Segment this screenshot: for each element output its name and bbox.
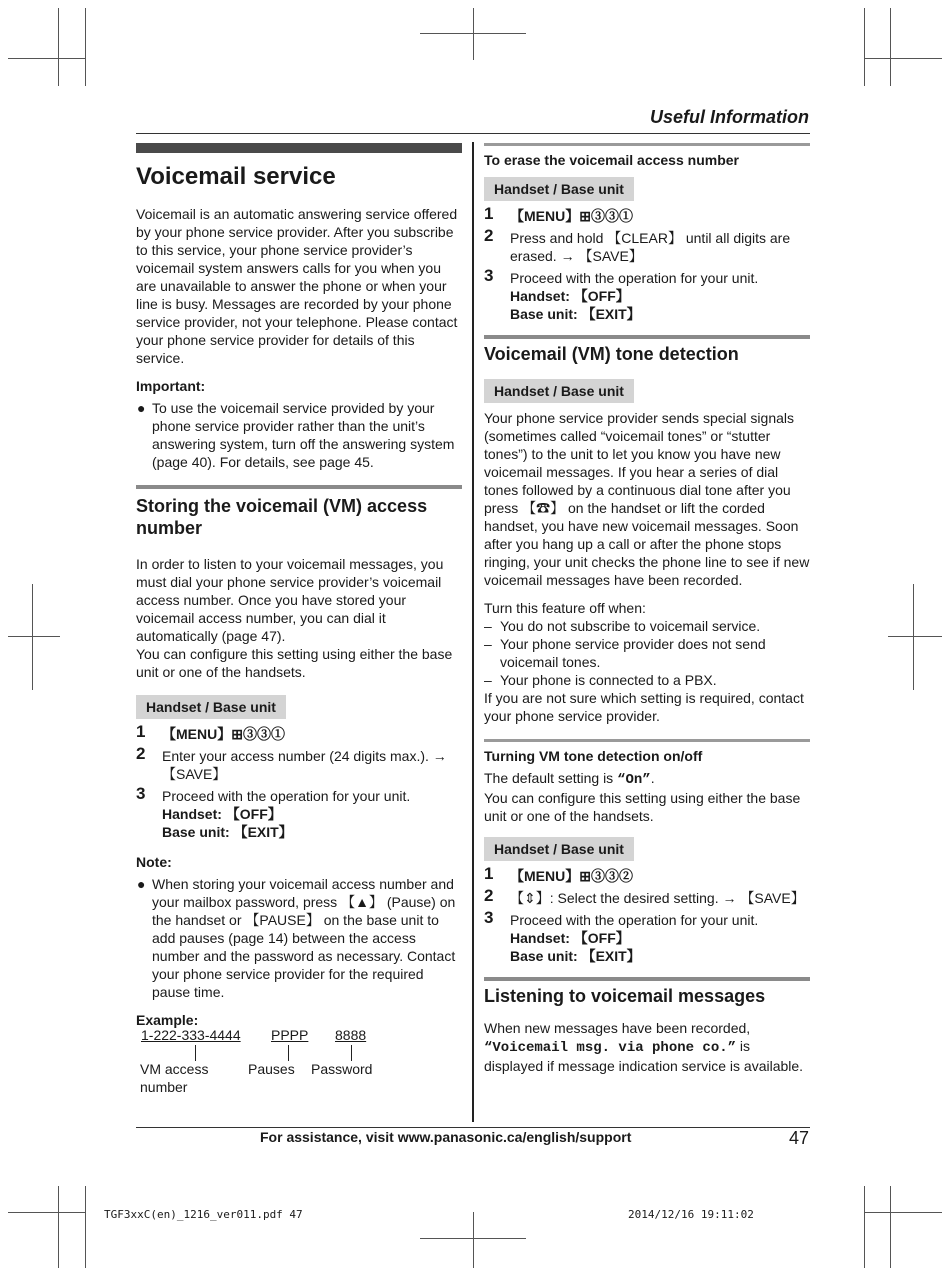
crop-mark <box>864 1212 942 1213</box>
section-rule <box>484 739 810 742</box>
crop-mark <box>32 584 33 690</box>
crop-mark <box>864 1186 865 1268</box>
default-value: “On” <box>617 772 651 788</box>
crop-mark <box>420 1238 526 1239</box>
crop-mark <box>85 8 86 86</box>
crop-mark <box>8 1212 86 1213</box>
step-3-handset: Handset: 【OFF】 <box>162 806 282 822</box>
crop-mark <box>58 1186 59 1268</box>
step-3-text: Proceed with the operation for your unit. <box>162 788 411 804</box>
title-bar <box>136 143 462 153</box>
default-setting: The default setting is “On”. <box>484 770 655 788</box>
turn-off-label: Turn this feature off when: <box>484 600 646 616</box>
crop-mark <box>864 8 865 86</box>
example-tick <box>351 1045 352 1061</box>
tone-text: Your phone service provider sends special signals (sometimes called “voicemail tones” or “stutter tones”) to the unit to let you know you have new voicemail messages. If you hear a series of dial tones followed by a continuous dial tone after you press 【☎】 on the handset or lift the corded handset, you have new voicemail messages. Soon after you hang up a call or after the phone stops ringing, your unit checks the phone line to see if new voicemail messages have been recorded. <box>484 410 810 588</box>
example-tick <box>195 1045 196 1061</box>
crop-mark <box>890 8 891 86</box>
erase-title: To erase the voicemail access number <box>484 152 739 168</box>
left-column <box>136 143 462 1029</box>
step-3-base: Base unit: 【EXIT】 <box>162 824 293 840</box>
example-number: 1-222-333-4444 <box>141 1027 241 1043</box>
step-2: 2 Enter your access number (24 digits max.). → 【SAVE】 <box>136 744 447 782</box>
crop-mark <box>864 58 942 59</box>
step-1: 1 【MENU】⊞③③① <box>136 722 285 742</box>
crop-mark <box>913 584 914 690</box>
configure-text: You can configure this setting using either the base unit or one of the handsets. <box>484 790 801 824</box>
bullet-icon: ● <box>137 876 146 892</box>
turn-off-item: – Your phone service provider does not send voicemail tones. <box>484 636 766 670</box>
footer-rule <box>136 1127 810 1128</box>
example-label-access: VM access number <box>140 1061 209 1095</box>
note-text: When storing your voicemail access number and your mailbox password, press 【▲】 (Pause) on the handset or 【PAUSE】 on the base unit to add pauses (page 14) between the access number and the password as necessary. Contact your phone service provider for the required pause time. <box>152 876 456 1000</box>
bullet-icon: ● <box>137 400 146 416</box>
crop-mark <box>473 8 474 60</box>
turn-off-item: – You do not subscribe to voicemail service. <box>484 618 761 634</box>
handset-base-tag: Handset / Base unit <box>484 837 634 861</box>
important-item <box>136 399 462 471</box>
example-label-password: Password <box>311 1061 373 1077</box>
step-2-text: Enter your access number (24 digits max.). → 【SAVE】 <box>162 748 447 782</box>
storing-title: Storing the voicemail (VM) access number <box>136 496 428 538</box>
storing-text-2: You can configure this setting using either the base unit or one of the handsets. <box>136 646 453 680</box>
section-rule <box>136 485 462 489</box>
crop-mark <box>890 1186 891 1268</box>
erase-step-2: 2 Press and hold 【CLEAR】 until all digits are erased. → 【SAVE】 <box>484 226 791 264</box>
erase-step-1: 1 【MENU】⊞③③① <box>484 204 633 224</box>
important-text: To use the voicemail service provided by your phone service provider rather than the unit’s answering system, turn off the answering system (page 40). For details, see page 45. <box>152 400 455 470</box>
page-title: Voicemail service <box>136 163 336 190</box>
page-number: 47 <box>788 1128 809 1148</box>
example-tick <box>288 1045 289 1061</box>
file-meta: TGF3xxC(en)_1216_ver011.pdf 47 <box>104 1208 303 1221</box>
crop-mark <box>85 1186 86 1268</box>
step-3: 3 Proceed with the operation for your unit. Handset: 【OFF】 Base unit: 【EXIT】 <box>136 784 411 840</box>
tone-step-2: 2 【⇕】: Select the desired setting. → 【SAVE】 <box>484 886 805 906</box>
important-label: Important: <box>136 378 206 394</box>
crop-mark <box>8 636 60 637</box>
tone-step-1: 1 【MENU】⊞③③② <box>484 864 633 884</box>
crop-mark <box>58 8 59 86</box>
date-meta: 2014/12/16 19:11:02 <box>628 1208 754 1221</box>
section-rule <box>484 977 810 981</box>
example-label: Example: <box>136 1012 199 1028</box>
storing-text-1: In order to listen to your voicemail messages, you must dial your phone service provider’s voicemail access number. Once you have stored your voicemail access number, you can dial it automatically (page 47). <box>136 556 444 644</box>
tone-title: Voicemail (VM) tone detection <box>484 344 739 364</box>
intro-paragraph: Voicemail is an automatic answering service offered by your phone service provider. After you subscribe to this service, your phone service provider’s voicemail system answers calls for you when you are unavailable to answer the phone or when your line is busy. Messages are recorded by your phone service provider, not your telephone. Please contact your phone service provider for details of this service. <box>136 206 458 366</box>
crop-mark <box>473 1212 474 1268</box>
section-title: Useful Information <box>649 107 809 127</box>
example-label-pauses: Pauses <box>248 1061 295 1077</box>
assistance-text: For assistance, visit www.panasonic.ca/english/support <box>260 1129 632 1145</box>
example-password: 8888 <box>335 1027 367 1043</box>
column-divider <box>472 142 474 1122</box>
handset-base-tag: Handset / Base unit <box>136 695 286 719</box>
section-rule <box>484 143 810 146</box>
crop-mark <box>888 636 942 637</box>
crop-mark <box>420 33 526 34</box>
handset-base-tag: Handset / Base unit <box>484 177 634 201</box>
listen-text: When new messages have been recorded, “Voicemail msg. via phone co.” is displayed if message indication service is available. <box>484 1020 804 1074</box>
erase-step-3: 3 Proceed with the operation for your unit. Handset: 【OFF】 Base unit: 【EXIT】 <box>484 266 759 322</box>
section-rule <box>484 335 810 339</box>
turn-off-item: – Your phone is connected to a PBX. <box>484 672 717 688</box>
handset-base-tag: Handset / Base unit <box>484 379 634 403</box>
step-1-text: 【MENU】⊞③③① <box>162 726 285 742</box>
crop-mark <box>8 58 86 59</box>
not-sure-text: If you are not sure which setting is required, contact your phone service provider. <box>484 690 804 724</box>
note-label: Note: <box>136 854 172 870</box>
listen-title: Listening to voicemail messages <box>484 986 766 1006</box>
tone-step-3: 3 Proceed with the operation for your unit. Handset: 【OFF】 Base unit: 【EXIT】 <box>484 908 759 964</box>
right-column <box>484 143 810 1075</box>
note-item <box>136 875 462 1001</box>
header-rule <box>136 133 810 134</box>
turning-title: Turning VM tone detection on/off <box>484 748 703 764</box>
example-pauses: PPPP <box>271 1027 309 1043</box>
listen-display: “Voicemail msg. via phone co.” <box>484 1040 737 1056</box>
